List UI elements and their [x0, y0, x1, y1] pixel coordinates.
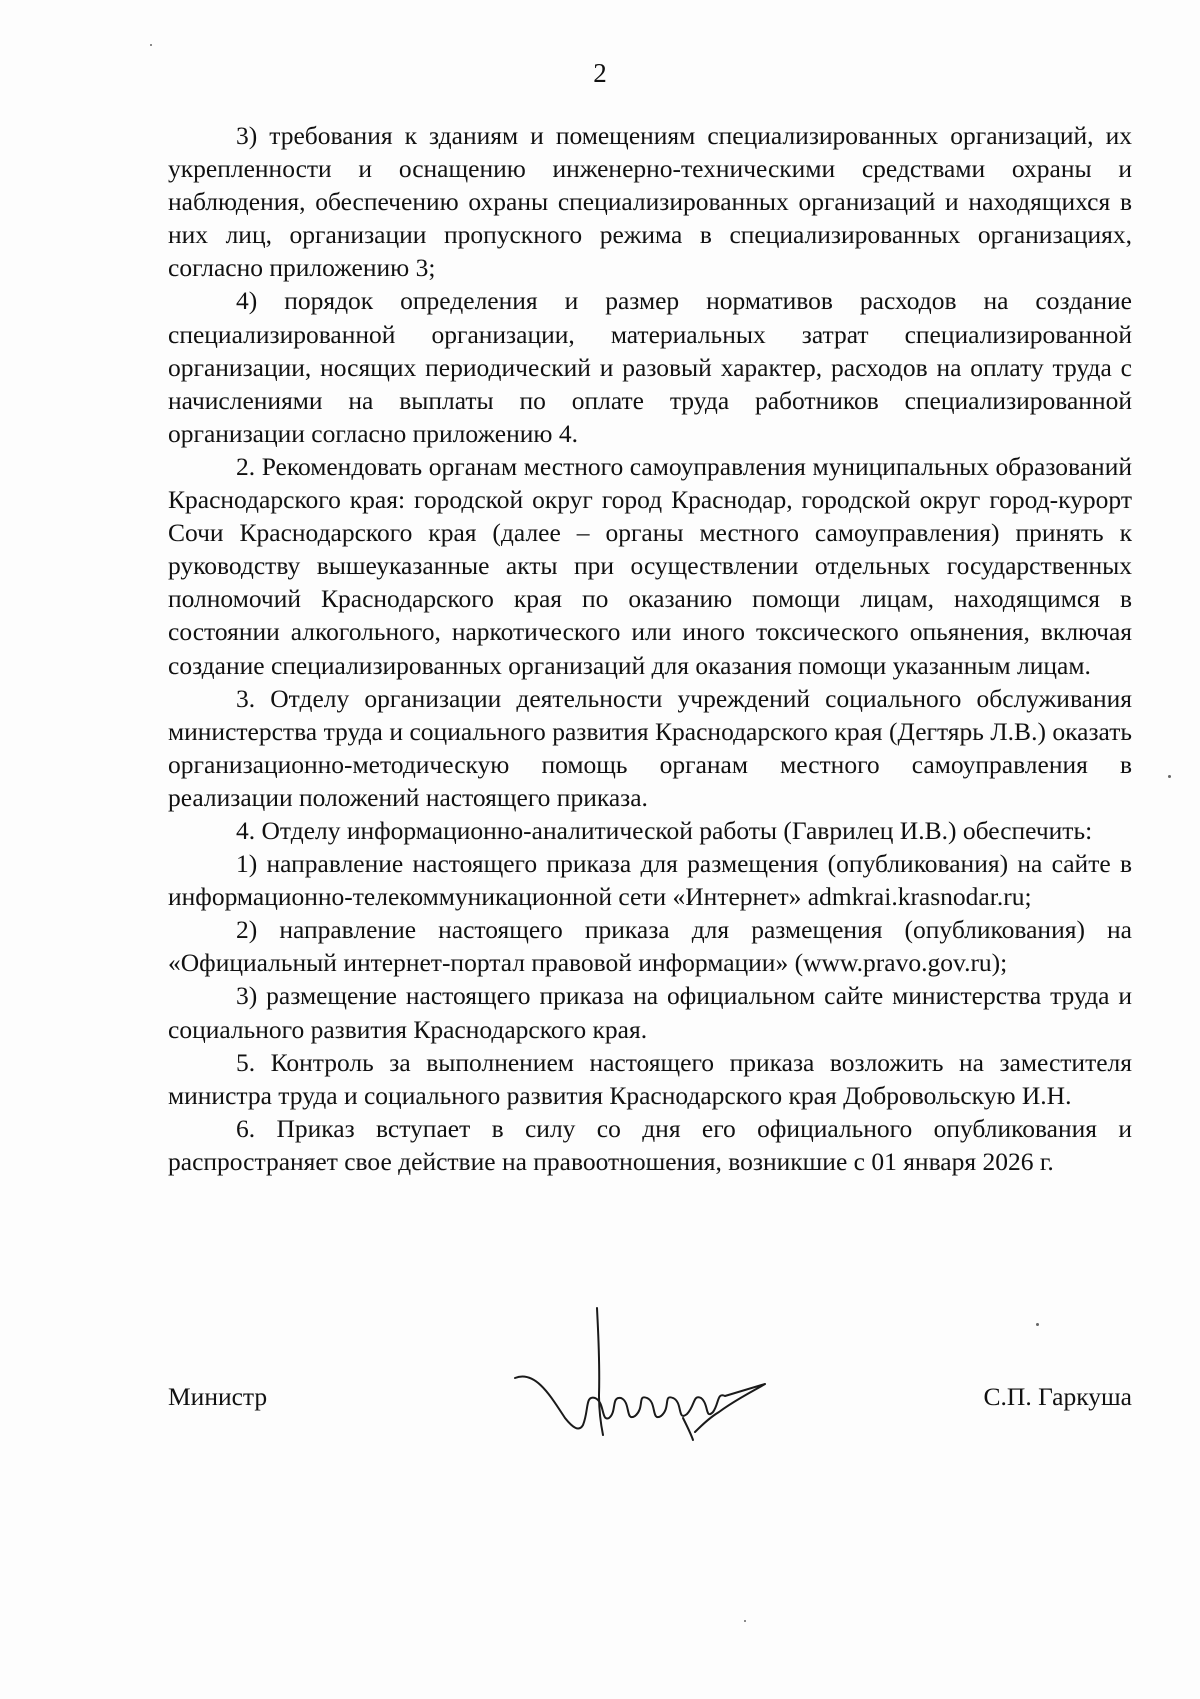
paragraph-6: 6. Приказ вступает в силу со дня его официального опубликования и распространяет свое действие на правоотношения, возникшие с 01 января 2026 г. — [168, 1113, 1132, 1176]
scan-speck — [1168, 775, 1171, 778]
paragraph-3: 3. Отделу организации деятельности учреждений социального обслуживания министерства труда и социального развития Краснодарского края (Дегтярь Л.В.) оказать организационно-методическую помощь органам местного самоуправления в реализации положений настоящего приказа. — [168, 683, 1132, 812]
page-number: 2 — [593, 58, 607, 88]
paragraph-5: 5. Контроль за выполнением настоящего приказа возложить на заместителя министра труда и социального развития Краснодарского края Добровольскую И.Н. — [168, 1047, 1132, 1110]
scan-speck — [744, 1620, 746, 1622]
paragraph-4: 4. Отделу информационно-аналитической работы (Гаврилец И.В.) обеспечить: — [236, 815, 1093, 845]
signer-title: Министр — [168, 1382, 268, 1411]
paragraph-1-3: 3) требования к зданиям и помещениям специализированных организаций, их укрепленности и оснащению инженерно-техническими средствами охраны и наблюдения, обеспечению охраны специализированных организаций и находящихся в них лиц, организации пропускного режима в специализированных организациях, согласно приложению 3; — [168, 121, 1132, 283]
handwritten-signature — [505, 1300, 805, 1450]
signature-block — [168, 1380, 1132, 1420]
paragraph-1-4: 4) порядок определения и размер нормативов расходов на создание специализированной организации, материальных затрат специализированной организации, носящих периодический и разовый характер, расходов на оплату труда с начислениями на выплаты по оплате труда работников специализированной организации согласно приложению 4. — [168, 286, 1132, 448]
paragraph-4-2: 2) направление настоящего приказа для размещения (опубликования) на «Официальный интернет-портал правовой информации» (www.pravo.gov.ru); — [168, 915, 1132, 978]
paragraph-4-1: 1) направление настоящего приказа для размещения (опубликования) на сайте в информационно-телекоммуникационной сети «Интернет» admkrai.krasnodar.ru; — [168, 849, 1132, 912]
document-body — [168, 119, 1132, 1178]
scan-speck — [1036, 1323, 1039, 1326]
scan-speck — [150, 44, 152, 46]
signer-name: С.П. Гаркуша — [983, 1382, 1132, 1411]
paragraph-2: 2. Рекомендовать органам местного самоуправления муниципальных образований Краснодарского края: городской округ город Краснодар, городской округ город-курорт Сочи Краснодарского края (далее – органы местного самоуправления) принять к руководству вышеуказанные акты при осуществлении отдельных государственных полномочий Краснодарского края по оказанию помощи лицам, находящимся в состоянии алкогольного, наркотического или иного токсического опьянения, включая создание специализированных организаций для оказания помощи указанным лицам. — [168, 451, 1132, 680]
paragraph-4-3: 3) размещение настоящего приказа на официальном сайте министерства труда и социального развития Краснодарского края. — [168, 981, 1132, 1044]
